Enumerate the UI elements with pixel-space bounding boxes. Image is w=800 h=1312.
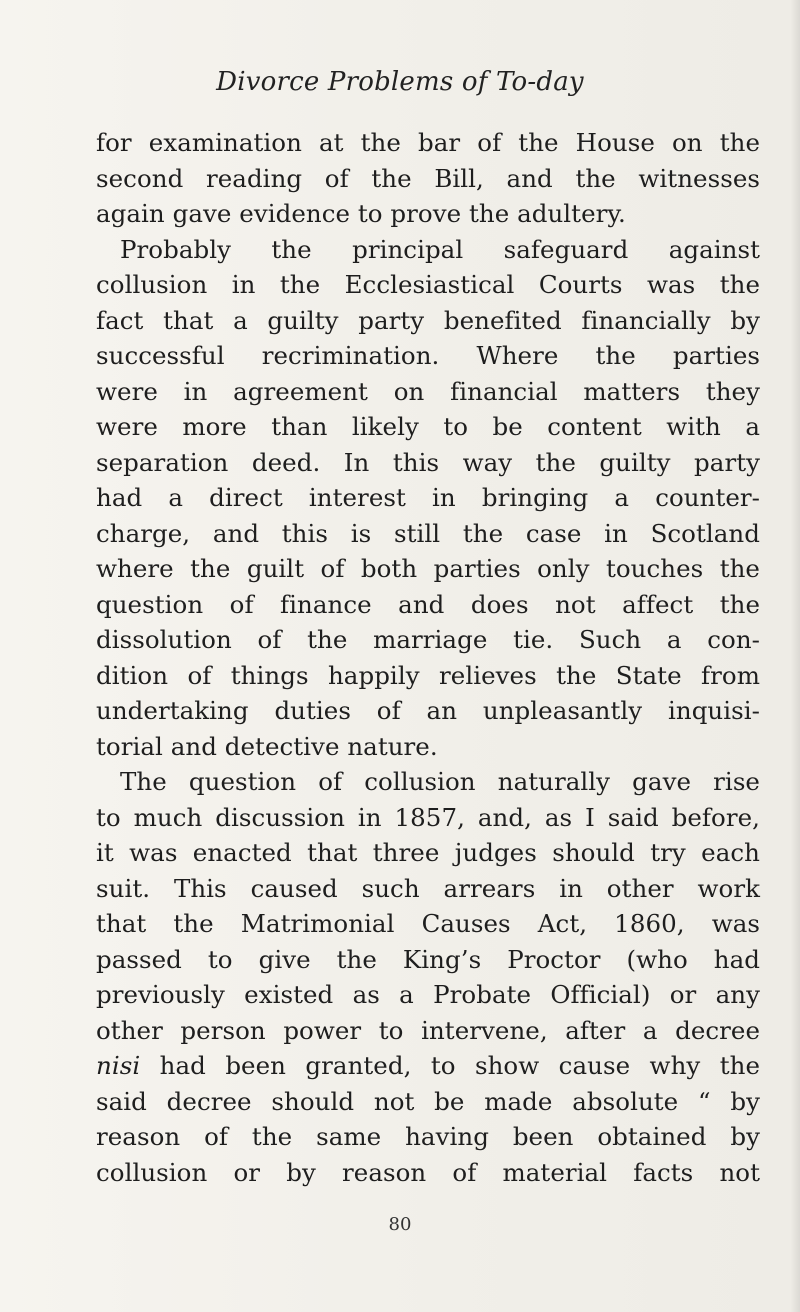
text-line: to much discussion in 1857, and, as I said before, — [96, 802, 760, 832]
page-edge-shadow — [790, 0, 800, 1312]
text-line: for examination at the bar of the House on the — [96, 128, 760, 157]
text-line: reason of the same having been obtained by — [96, 1122, 760, 1151]
text-line: passed to give the King’s Proctor (who had — [96, 944, 760, 974]
text-line: question of finance and does not affect the — [96, 589, 760, 619]
text-line: dition of things happily relieves the State from — [96, 660, 760, 690]
text-line: successful recrimination. Where the parties — [96, 341, 760, 370]
text-line: were in agreement on financial matters they — [96, 376, 760, 406]
text-line-continuation: had been granted, to show cause why the — [159, 1051, 760, 1080]
text-line: dissolution of the marriage tie. Such a con- — [96, 625, 760, 654]
text-line: where the guilt of both parties only touches the — [96, 554, 760, 583]
paragraph-start-line: The question of collusion naturally gave rise — [120, 767, 760, 796]
text-line: charge, and this is still the case in Scotland — [96, 518, 760, 548]
text-line: it was enacted that three judges should try each — [96, 838, 760, 867]
text-line: that the Matrimonial Causes Act, 1860, was — [96, 909, 760, 938]
text-line: again gave evidence to prove the adultery. — [96, 199, 626, 228]
text-line: suit. This caused such arrears in other work — [96, 873, 760, 903]
text-line-with-italic — [96, 1048, 760, 1084]
page-number: 80 — [388, 1214, 412, 1235]
text-line: had a direct interest in bringing a counter- — [96, 483, 760, 512]
running-head: Divorce Problems of To-day — [216, 67, 584, 97]
text-line: previously existed as a Probate Official) or any — [96, 980, 760, 1009]
text-line: fact that a guilty party benefited financially by — [96, 305, 760, 335]
text-line: second reading of the Bill, and the witnesses — [96, 163, 760, 193]
text-line: collusion in the Ecclesiastical Courts was the — [96, 270, 760, 299]
text-line: collusion or by reason of material facts not — [96, 1157, 760, 1187]
text-line: were more than likely to be content with a — [96, 412, 760, 441]
paragraph-start-line: Probably the principal safeguard against — [120, 234, 760, 264]
text-line: said decree should not be made absolute “ by — [96, 1086, 760, 1116]
body-text — [96, 125, 760, 1190]
italic-term: nisi — [96, 1051, 141, 1080]
text-line: torial and detective nature. — [96, 731, 438, 761]
text-line: undertaking duties of an unpleasantly inquisi- — [96, 696, 760, 725]
text-line: separation deed. In this way the guilty party — [96, 447, 760, 477]
text-line: other person power to intervene, after a decree — [96, 1015, 760, 1045]
